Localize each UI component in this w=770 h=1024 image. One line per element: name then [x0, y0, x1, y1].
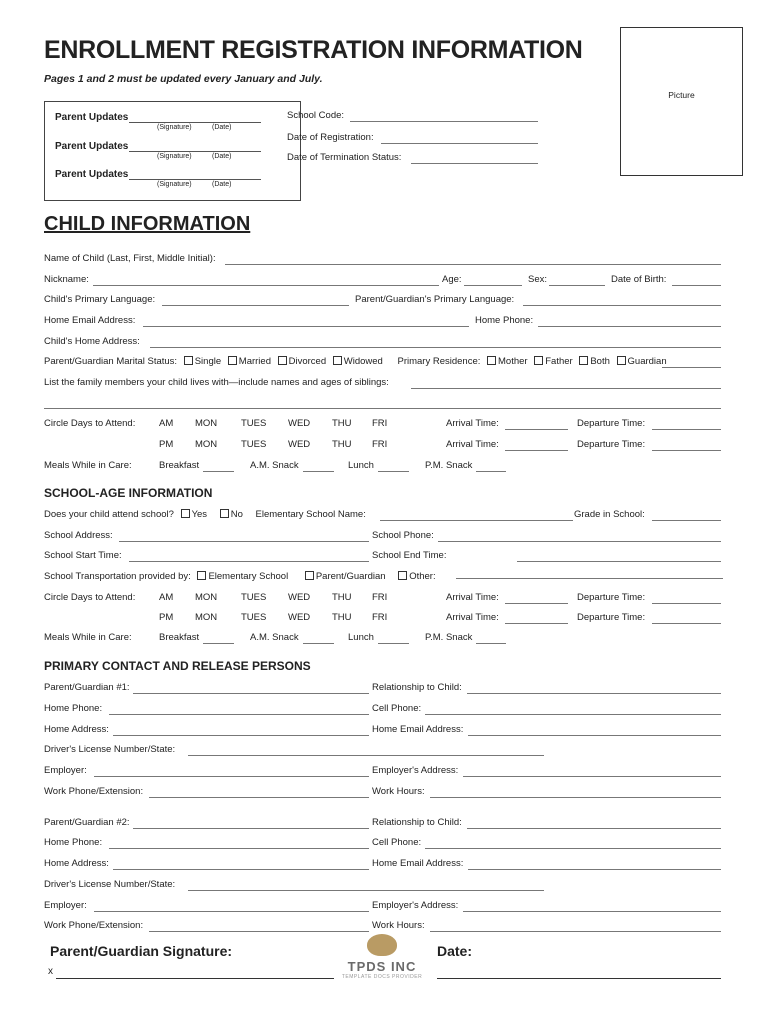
logo-mark-icon	[367, 934, 397, 956]
breakfast-label: Breakfast	[159, 632, 200, 643]
family-members-field-2[interactable]	[44, 408, 721, 409]
age-field[interactable]	[464, 285, 522, 286]
breakfast-label: Breakfast	[159, 460, 200, 471]
pm-snack-label: P.M. Snack	[425, 460, 473, 471]
employer-label: Employer:	[44, 765, 87, 776]
company-logo	[340, 934, 424, 990]
date-label: Date:	[437, 943, 473, 959]
checkbox-icon[interactable]	[534, 356, 543, 365]
logo-brand: TPDS INC	[347, 959, 417, 974]
day-wed[interactable]: WED	[288, 612, 311, 623]
sex-field[interactable]	[549, 285, 605, 286]
day-mon[interactable]: MON	[195, 592, 218, 603]
home-address-label: Home Address:	[44, 724, 109, 735]
day-tues[interactable]: TUES	[241, 418, 267, 429]
home-phone-field[interactable]	[109, 848, 369, 849]
residence-father-option[interactable]: Father	[534, 356, 572, 367]
work-hours-field[interactable]	[430, 797, 721, 798]
attend-school-row	[44, 509, 366, 520]
departure-time-field[interactable]	[652, 450, 721, 451]
date-caption: (Date)	[212, 181, 232, 188]
departure-time-label: Departure Time:	[577, 592, 646, 603]
dob-field[interactable]	[672, 285, 721, 286]
day-thu[interactable]: THU	[332, 418, 352, 429]
day-wed[interactable]: WED	[288, 418, 311, 429]
date-caption: (Date)	[212, 124, 232, 131]
attend-school-label: Does your child attend school?	[44, 509, 174, 520]
cell-phone-label: Cell Phone:	[372, 703, 422, 714]
registration-date-label: Date of Registration:	[287, 132, 374, 143]
parent-updates-label-2: Parent Updates	[55, 141, 129, 152]
signature-field[interactable]	[56, 978, 334, 979]
attend-no-option[interactable]: No	[220, 509, 243, 520]
school-end-field[interactable]	[517, 561, 721, 562]
pm-option[interactable]: PM	[159, 439, 174, 450]
parent-updates-line-1[interactable]	[129, 122, 261, 123]
school-start-label: School Start Time:	[44, 550, 122, 561]
am-snack-field[interactable]	[303, 471, 334, 472]
primary-contact-heading: PRIMARY CONTACT AND RELEASE PERSONS	[44, 659, 311, 673]
day-mon[interactable]: MON	[195, 418, 218, 429]
picture-label: Picture	[668, 90, 695, 100]
termination-date-label: Date of Termination Status:	[287, 152, 402, 163]
parent-language-label: Parent/Guardian's Primary Language:	[355, 294, 515, 305]
day-fri[interactable]: FRI	[372, 439, 388, 450]
marital-married-option[interactable]: Married	[228, 356, 271, 367]
am-option[interactable]: AM	[159, 418, 174, 429]
child-name-label: Name of Child (Last, First, Middle Initial):	[44, 253, 216, 264]
child-home-address-field[interactable]	[150, 347, 721, 348]
marital-single-option[interactable]: Single	[184, 356, 221, 367]
employer-address-field[interactable]	[463, 776, 721, 777]
pm-snack-field[interactable]	[476, 643, 506, 644]
checkbox-icon[interactable]	[278, 356, 287, 365]
pm-option[interactable]: PM	[159, 612, 174, 623]
home-email-field[interactable]	[143, 326, 469, 327]
employer-address-label: Employer's Address:	[372, 765, 459, 776]
home-address-label: Home Address:	[44, 858, 109, 869]
termination-date-field[interactable]	[411, 163, 538, 164]
breakfast-field[interactable]	[203, 471, 234, 472]
residence-guardian-field[interactable]	[662, 367, 721, 368]
home-email-field[interactable]	[468, 735, 721, 736]
checkbox-icon[interactable]	[220, 509, 229, 518]
work-phone-label: Work Phone/Extension:	[44, 920, 144, 931]
day-tues[interactable]: TUES	[241, 612, 267, 623]
grade-field[interactable]	[652, 520, 721, 521]
day-fri[interactable]: FRI	[372, 592, 388, 603]
checkbox-icon[interactable]	[579, 356, 588, 365]
checkbox-icon[interactable]	[305, 571, 314, 580]
arrival-time-field[interactable]	[505, 603, 568, 604]
work-hours-label: Work Hours:	[372, 786, 425, 797]
parent-language-field[interactable]	[523, 305, 721, 306]
arrival-time-label: Arrival Time:	[446, 592, 499, 603]
transport-elementary-option[interactable]: Elementary School	[197, 571, 288, 582]
arrival-time-label: Arrival Time:	[446, 439, 499, 450]
day-mon[interactable]: MON	[195, 612, 218, 623]
primary-residence-label: Primary Residence:	[397, 356, 481, 367]
arrival-time-field[interactable]	[505, 623, 568, 624]
pm-snack-field[interactable]	[476, 471, 506, 472]
picture-box[interactable]	[620, 27, 743, 176]
day-thu[interactable]: THU	[332, 612, 352, 623]
lunch-label: Lunch	[348, 632, 374, 643]
day-tues[interactable]: TUES	[241, 592, 267, 603]
employer-field[interactable]	[94, 776, 369, 777]
employer-field[interactable]	[94, 911, 369, 912]
school-end-label: School End Time:	[372, 550, 447, 561]
circle-days-label: Circle Days to Attend:	[44, 418, 136, 429]
residence-both-option[interactable]: Both	[579, 356, 610, 367]
lunch-label: Lunch	[348, 460, 374, 471]
parent-updates-label-1: Parent Updates	[55, 112, 129, 123]
nickname-label: Nickname:	[44, 274, 89, 285]
day-fri[interactable]: FRI	[372, 612, 388, 623]
transport-row	[44, 571, 436, 582]
date-field[interactable]	[437, 978, 721, 979]
employer-address-label: Employer's Address:	[372, 900, 459, 911]
transport-parent-option[interactable]: Parent/Guardian	[305, 571, 386, 582]
marital-status-label: Parent/Guardian Marital Status:	[44, 356, 178, 367]
school-code-label: School Code:	[287, 110, 345, 121]
child-name-field[interactable]	[225, 264, 721, 265]
relationship-field[interactable]	[467, 828, 721, 829]
primary-language-label: Child's Primary Language:	[44, 294, 156, 305]
attend-yes-option[interactable]: Yes	[181, 509, 208, 520]
arrival-time-label: Arrival Time:	[446, 418, 499, 429]
day-wed[interactable]: WED	[288, 439, 311, 450]
departure-time-label: Departure Time:	[577, 439, 646, 450]
signature-caption: (Signature)	[157, 181, 192, 188]
home-address-field[interactable]	[113, 869, 369, 870]
school-address-field[interactable]	[119, 541, 369, 542]
logo-tagline: TEMPLATE DOCS PROVIDER	[341, 974, 423, 980]
transport-other-option[interactable]: Other:	[398, 571, 435, 582]
checkbox-icon[interactable]	[617, 356, 626, 365]
registration-date-field[interactable]	[381, 143, 538, 144]
relationship-label: Relationship to Child:	[372, 682, 462, 693]
circle-days-label: Circle Days to Attend:	[44, 592, 136, 603]
lunch-field[interactable]	[378, 471, 409, 472]
checkbox-icon[interactable]	[228, 356, 237, 365]
date-caption: (Date)	[212, 153, 232, 160]
child-home-address-label: Child's Home Address:	[44, 336, 140, 347]
pg1-field[interactable]	[133, 693, 369, 694]
checkbox-icon[interactable]	[181, 509, 190, 518]
departure-time-field[interactable]	[652, 429, 721, 430]
employer-address-field[interactable]	[463, 911, 721, 912]
sex-label: Sex:	[528, 274, 548, 285]
dob-label: Date of Birth:	[611, 274, 667, 285]
breakfast-field[interactable]	[203, 643, 234, 644]
parent-updates-line-3[interactable]	[129, 179, 261, 180]
departure-time-field[interactable]	[652, 623, 721, 624]
employer-label: Employer:	[44, 900, 87, 911]
departure-time-label: Departure Time:	[577, 612, 646, 623]
child-info-heading: CHILD INFORMATION	[44, 213, 251, 235]
arrival-time-label: Arrival Time:	[446, 612, 499, 623]
grade-label: Grade in School:	[574, 509, 645, 520]
cell-phone-field[interactable]	[425, 714, 721, 715]
home-phone-field[interactable]	[109, 714, 369, 715]
checkbox-icon[interactable]	[487, 356, 496, 365]
pg1-label: Parent/Guardian #1:	[44, 682, 130, 693]
work-phone-field[interactable]	[149, 931, 369, 932]
day-mon[interactable]: MON	[195, 439, 218, 450]
cell-phone-field[interactable]	[425, 848, 721, 849]
am-option[interactable]: AM	[159, 592, 174, 603]
school-code-field[interactable]	[350, 121, 538, 122]
am-snack-field[interactable]	[303, 643, 334, 644]
parent-updates-label-3: Parent Updates	[55, 169, 129, 180]
school-phone-label: School Phone:	[372, 530, 434, 541]
relationship-field[interactable]	[467, 693, 721, 694]
marital-divorced-option[interactable]: Divorced	[278, 356, 327, 367]
day-tues[interactable]: TUES	[241, 439, 267, 450]
primary-language-field[interactable]	[162, 305, 349, 306]
work-hours-field[interactable]	[430, 931, 721, 932]
home-email-label: Home Email Address:	[44, 315, 136, 326]
license-label: Driver's License Number/State:	[44, 744, 176, 755]
work-phone-field[interactable]	[149, 797, 369, 798]
school-start-field[interactable]	[129, 561, 369, 562]
transport-label: School Transportation provided by:	[44, 571, 191, 582]
checkbox-icon[interactable]	[197, 571, 206, 580]
relationship-label: Relationship to Child:	[372, 817, 462, 828]
pm-snack-label: P.M. Snack	[425, 632, 473, 643]
residence-guardian-option[interactable]: Guardian	[617, 356, 667, 367]
license-label: Driver's License Number/State:	[44, 879, 176, 890]
school-age-heading: SCHOOL-AGE INFORMATION	[44, 486, 213, 500]
marital-widowed-option[interactable]: Widowed	[333, 356, 383, 367]
work-phone-label: Work Phone/Extension:	[44, 786, 144, 797]
day-wed[interactable]: WED	[288, 592, 311, 603]
parent-updates-box	[44, 101, 301, 201]
home-email-label: Home Email Address:	[372, 858, 464, 869]
arrival-time-field[interactable]	[505, 429, 568, 430]
nickname-field[interactable]	[93, 285, 439, 286]
signature-caption: (Signature)	[157, 153, 192, 160]
am-snack-label: A.M. Snack	[250, 632, 299, 643]
marital-status-row	[44, 356, 667, 367]
home-address-field[interactable]	[113, 735, 369, 736]
elementary-school-field[interactable]	[380, 520, 573, 521]
page-subtitle: Pages 1 and 2 must be updated every January and July.	[44, 73, 323, 85]
meals-label: Meals While in Care:	[44, 632, 132, 643]
home-phone-label: Home Phone:	[475, 315, 534, 326]
age-label: Age:	[442, 274, 462, 285]
residence-mother-option[interactable]: Mother	[487, 356, 528, 367]
departure-time-label: Departure Time:	[577, 418, 646, 429]
departure-time-field[interactable]	[652, 603, 721, 604]
pg2-field[interactable]	[133, 828, 369, 829]
meals-label: Meals While in Care:	[44, 460, 132, 471]
transport-other-field[interactable]	[456, 578, 723, 579]
school-phone-field[interactable]	[438, 541, 721, 542]
school-address-label: School Address:	[44, 530, 113, 541]
license-field[interactable]	[188, 890, 544, 891]
arrival-time-field[interactable]	[505, 450, 568, 451]
home-phone-label: Home Phone:	[44, 837, 103, 848]
checkbox-icon[interactable]	[184, 356, 193, 365]
am-snack-label: A.M. Snack	[250, 460, 299, 471]
checkbox-icon[interactable]	[333, 356, 342, 365]
home-email-field[interactable]	[468, 869, 721, 870]
family-members-label: List the family members your child lives with—include names and ages of siblings:	[44, 377, 389, 388]
day-thu[interactable]: THU	[332, 439, 352, 450]
lunch-field[interactable]	[378, 643, 409, 644]
signature-label: Parent/Guardian Signature:	[50, 943, 233, 959]
day-fri[interactable]: FRI	[372, 418, 388, 429]
home-phone-label: Home Phone:	[44, 703, 103, 714]
work-hours-label: Work Hours:	[372, 920, 425, 931]
cell-phone-label: Cell Phone:	[372, 837, 422, 848]
checkbox-icon[interactable]	[398, 571, 407, 580]
page-title: ENROLLMENT REGISTRATION INFORMATION	[44, 36, 583, 64]
day-thu[interactable]: THU	[332, 592, 352, 603]
elementary-school-label: Elementary School Name:	[255, 509, 366, 520]
signature-x: x	[48, 966, 53, 977]
license-field[interactable]	[188, 755, 544, 756]
home-phone-field[interactable]	[538, 326, 721, 327]
parent-updates-line-2[interactable]	[129, 151, 261, 152]
family-members-field[interactable]	[411, 388, 721, 389]
home-email-label: Home Email Address:	[372, 724, 464, 735]
pg2-label: Parent/Guardian #2:	[44, 817, 130, 828]
signature-caption: (Signature)	[157, 124, 192, 131]
